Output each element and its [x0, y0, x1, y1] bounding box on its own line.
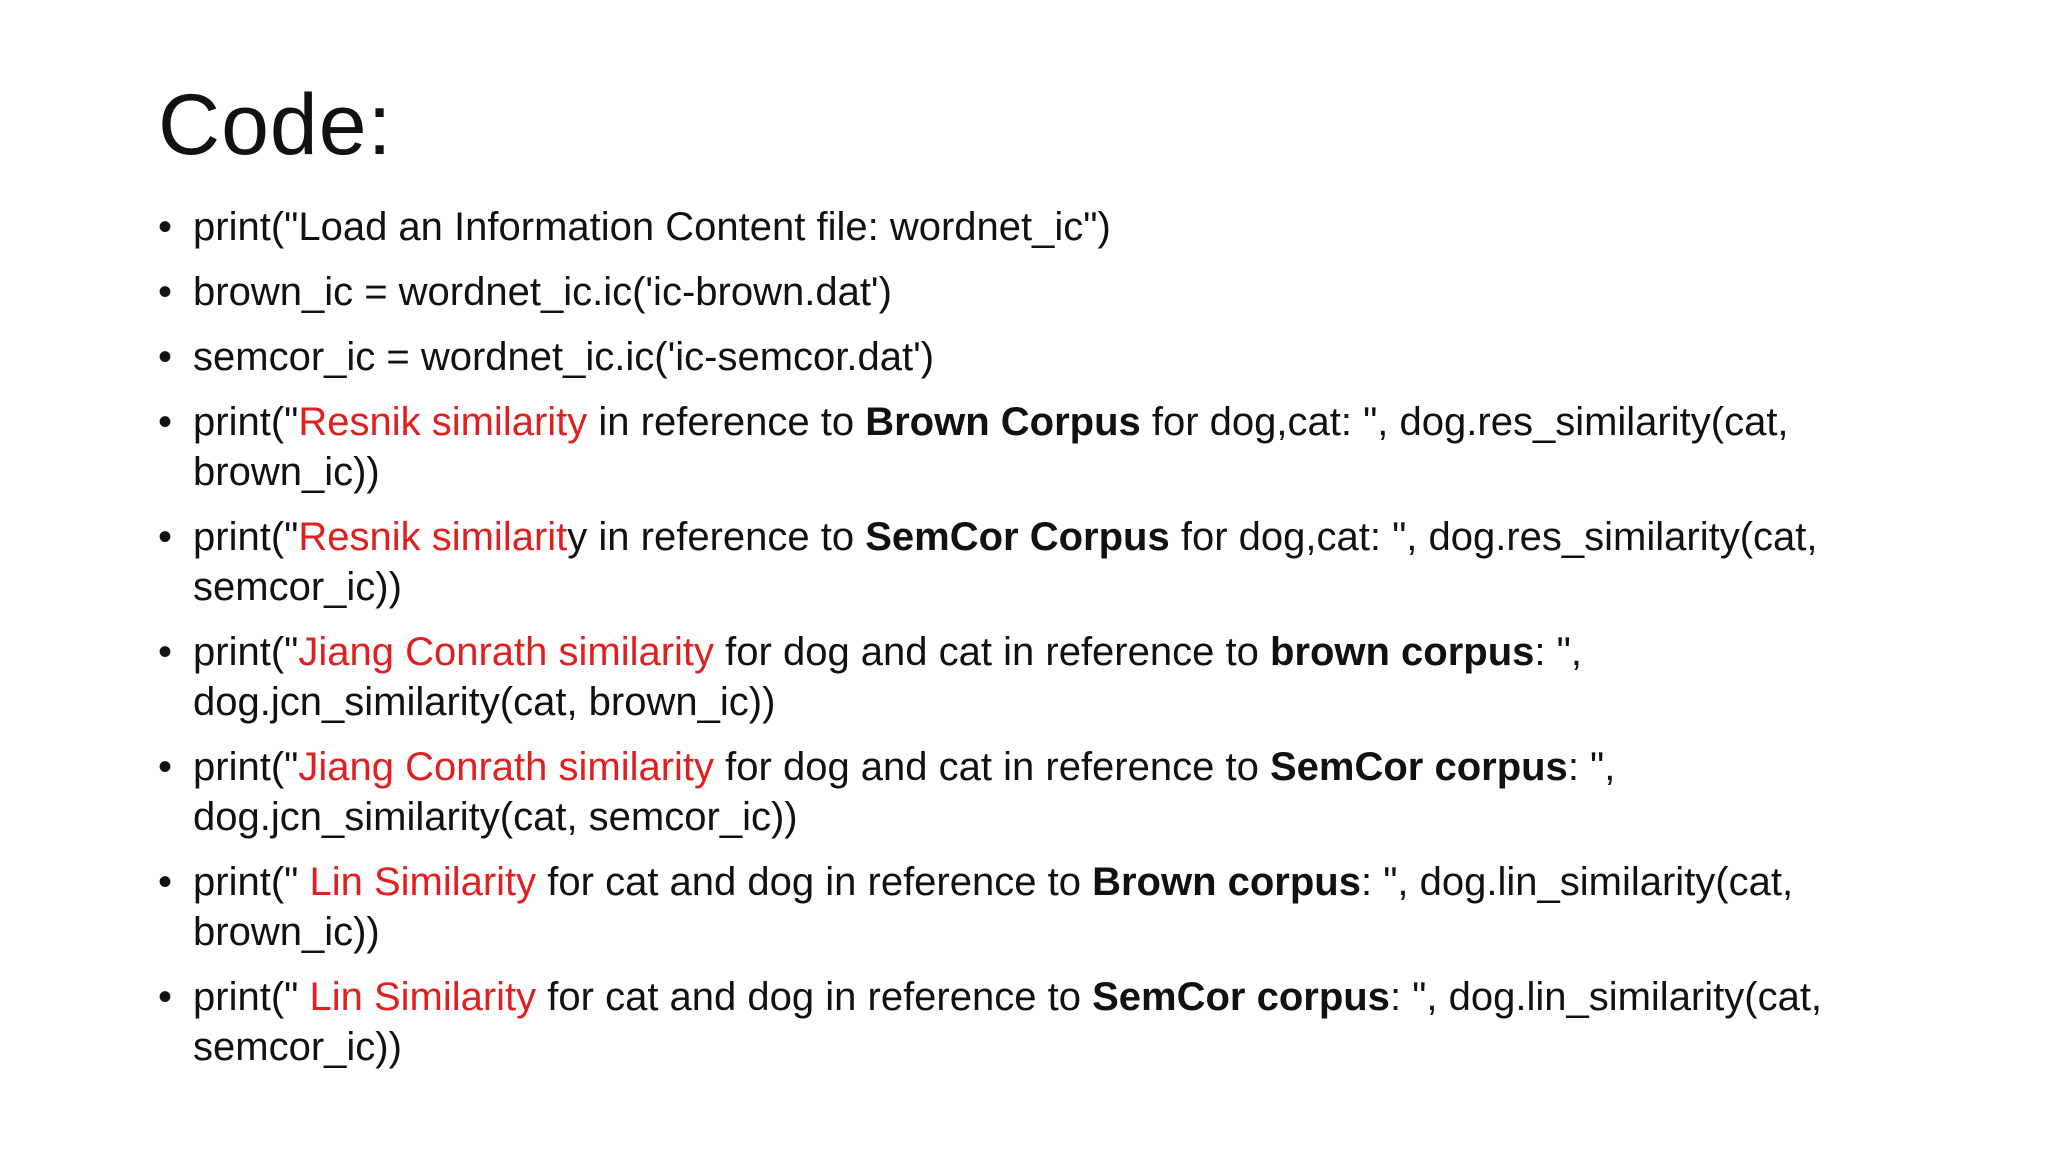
bullet-item — [158, 332, 1918, 382]
code-suffix: : ", dog.jcn_similarity(cat, semcor_ic)) — [193, 745, 1616, 839]
bullet-item — [158, 267, 1918, 317]
corpus-name: Brown corpus — [1092, 860, 1361, 904]
bullet-text: semcor_ic = wordnet_ic.ic('ic-semcor.dat') — [193, 335, 935, 379]
corpus-name: SemCor corpus — [1092, 975, 1390, 1019]
highlighted-method: Jiang Conrath similarity — [298, 745, 715, 789]
code-suffix: for dog,cat: ", dog.res_similarity(cat, brown_ic)) — [193, 400, 1789, 494]
code-prefix: print(" — [193, 745, 299, 789]
bullet-item — [158, 512, 1918, 612]
bullet-dot-icon: • — [158, 335, 173, 379]
code-prefix: print(" — [193, 400, 299, 444]
bullet-dot-icon: • — [158, 630, 173, 674]
highlighted-method: Resnik similarity — [298, 400, 588, 444]
bullet-dot-icon: • — [158, 400, 173, 444]
bullet-item — [158, 627, 1918, 727]
bullet-text: brown_ic = wordnet_ic.ic('ic-brown.dat') — [193, 270, 892, 314]
code-suffix: : ", dog.lin_similarity(cat, semcor_ic)) — [193, 975, 1823, 1069]
code-prefix: print(" — [193, 860, 310, 904]
bullet-list — [158, 202, 1918, 1087]
bullet-dot-icon: • — [158, 860, 173, 904]
bullet-item — [158, 202, 1918, 252]
bullet-item — [158, 742, 1918, 842]
bullet-dot-icon: • — [158, 270, 173, 314]
bullet-dot-icon: • — [158, 975, 173, 1019]
corpus-name: brown corpus — [1269, 630, 1535, 674]
highlighted-method: Resnik similarit — [298, 515, 568, 559]
highlighted-method: Lin Similarity — [309, 860, 537, 904]
bullet-text: print("Load an Information Content file: wordnet_ic") — [193, 205, 1111, 249]
slide-title: Code: — [158, 77, 393, 173]
code-middle: for cat and dog in reference to — [536, 975, 1093, 1019]
bullet-dot-icon: • — [158, 515, 173, 559]
code-middle: for dog and cat in reference to — [714, 630, 1270, 674]
corpus-name: SemCor Corpus — [865, 515, 1170, 559]
code-middle: in reference to — [587, 400, 866, 444]
code-prefix: print(" — [193, 515, 299, 559]
code-suffix: for dog,cat: ", dog.res_similarity(cat, semcor_ic)) — [193, 515, 1818, 609]
corpus-name: SemCor corpus — [1269, 745, 1568, 789]
bullet-dot-icon: • — [158, 205, 173, 249]
code-suffix: : ", dog.jcn_similarity(cat, brown_ic)) — [193, 630, 1582, 724]
bullet-dot-icon: • — [158, 745, 173, 789]
code-middle: for dog and cat in reference to — [714, 745, 1270, 789]
bullet-item — [158, 397, 1918, 497]
corpus-name: Brown Corpus — [865, 400, 1141, 444]
bullet-item — [158, 972, 1918, 1072]
code-middle: for cat and dog in reference to — [536, 860, 1093, 904]
highlighted-method: Lin Similarity — [309, 975, 537, 1019]
bullet-item — [158, 857, 1918, 957]
code-prefix: print(" — [193, 975, 310, 1019]
code-prefix: print(" — [193, 630, 299, 674]
code-middle: y in reference to — [567, 515, 866, 559]
code-suffix: : ", dog.lin_similarity(cat, brown_ic)) — [193, 860, 1794, 954]
highlighted-method: Jiang Conrath similarity — [298, 630, 715, 674]
